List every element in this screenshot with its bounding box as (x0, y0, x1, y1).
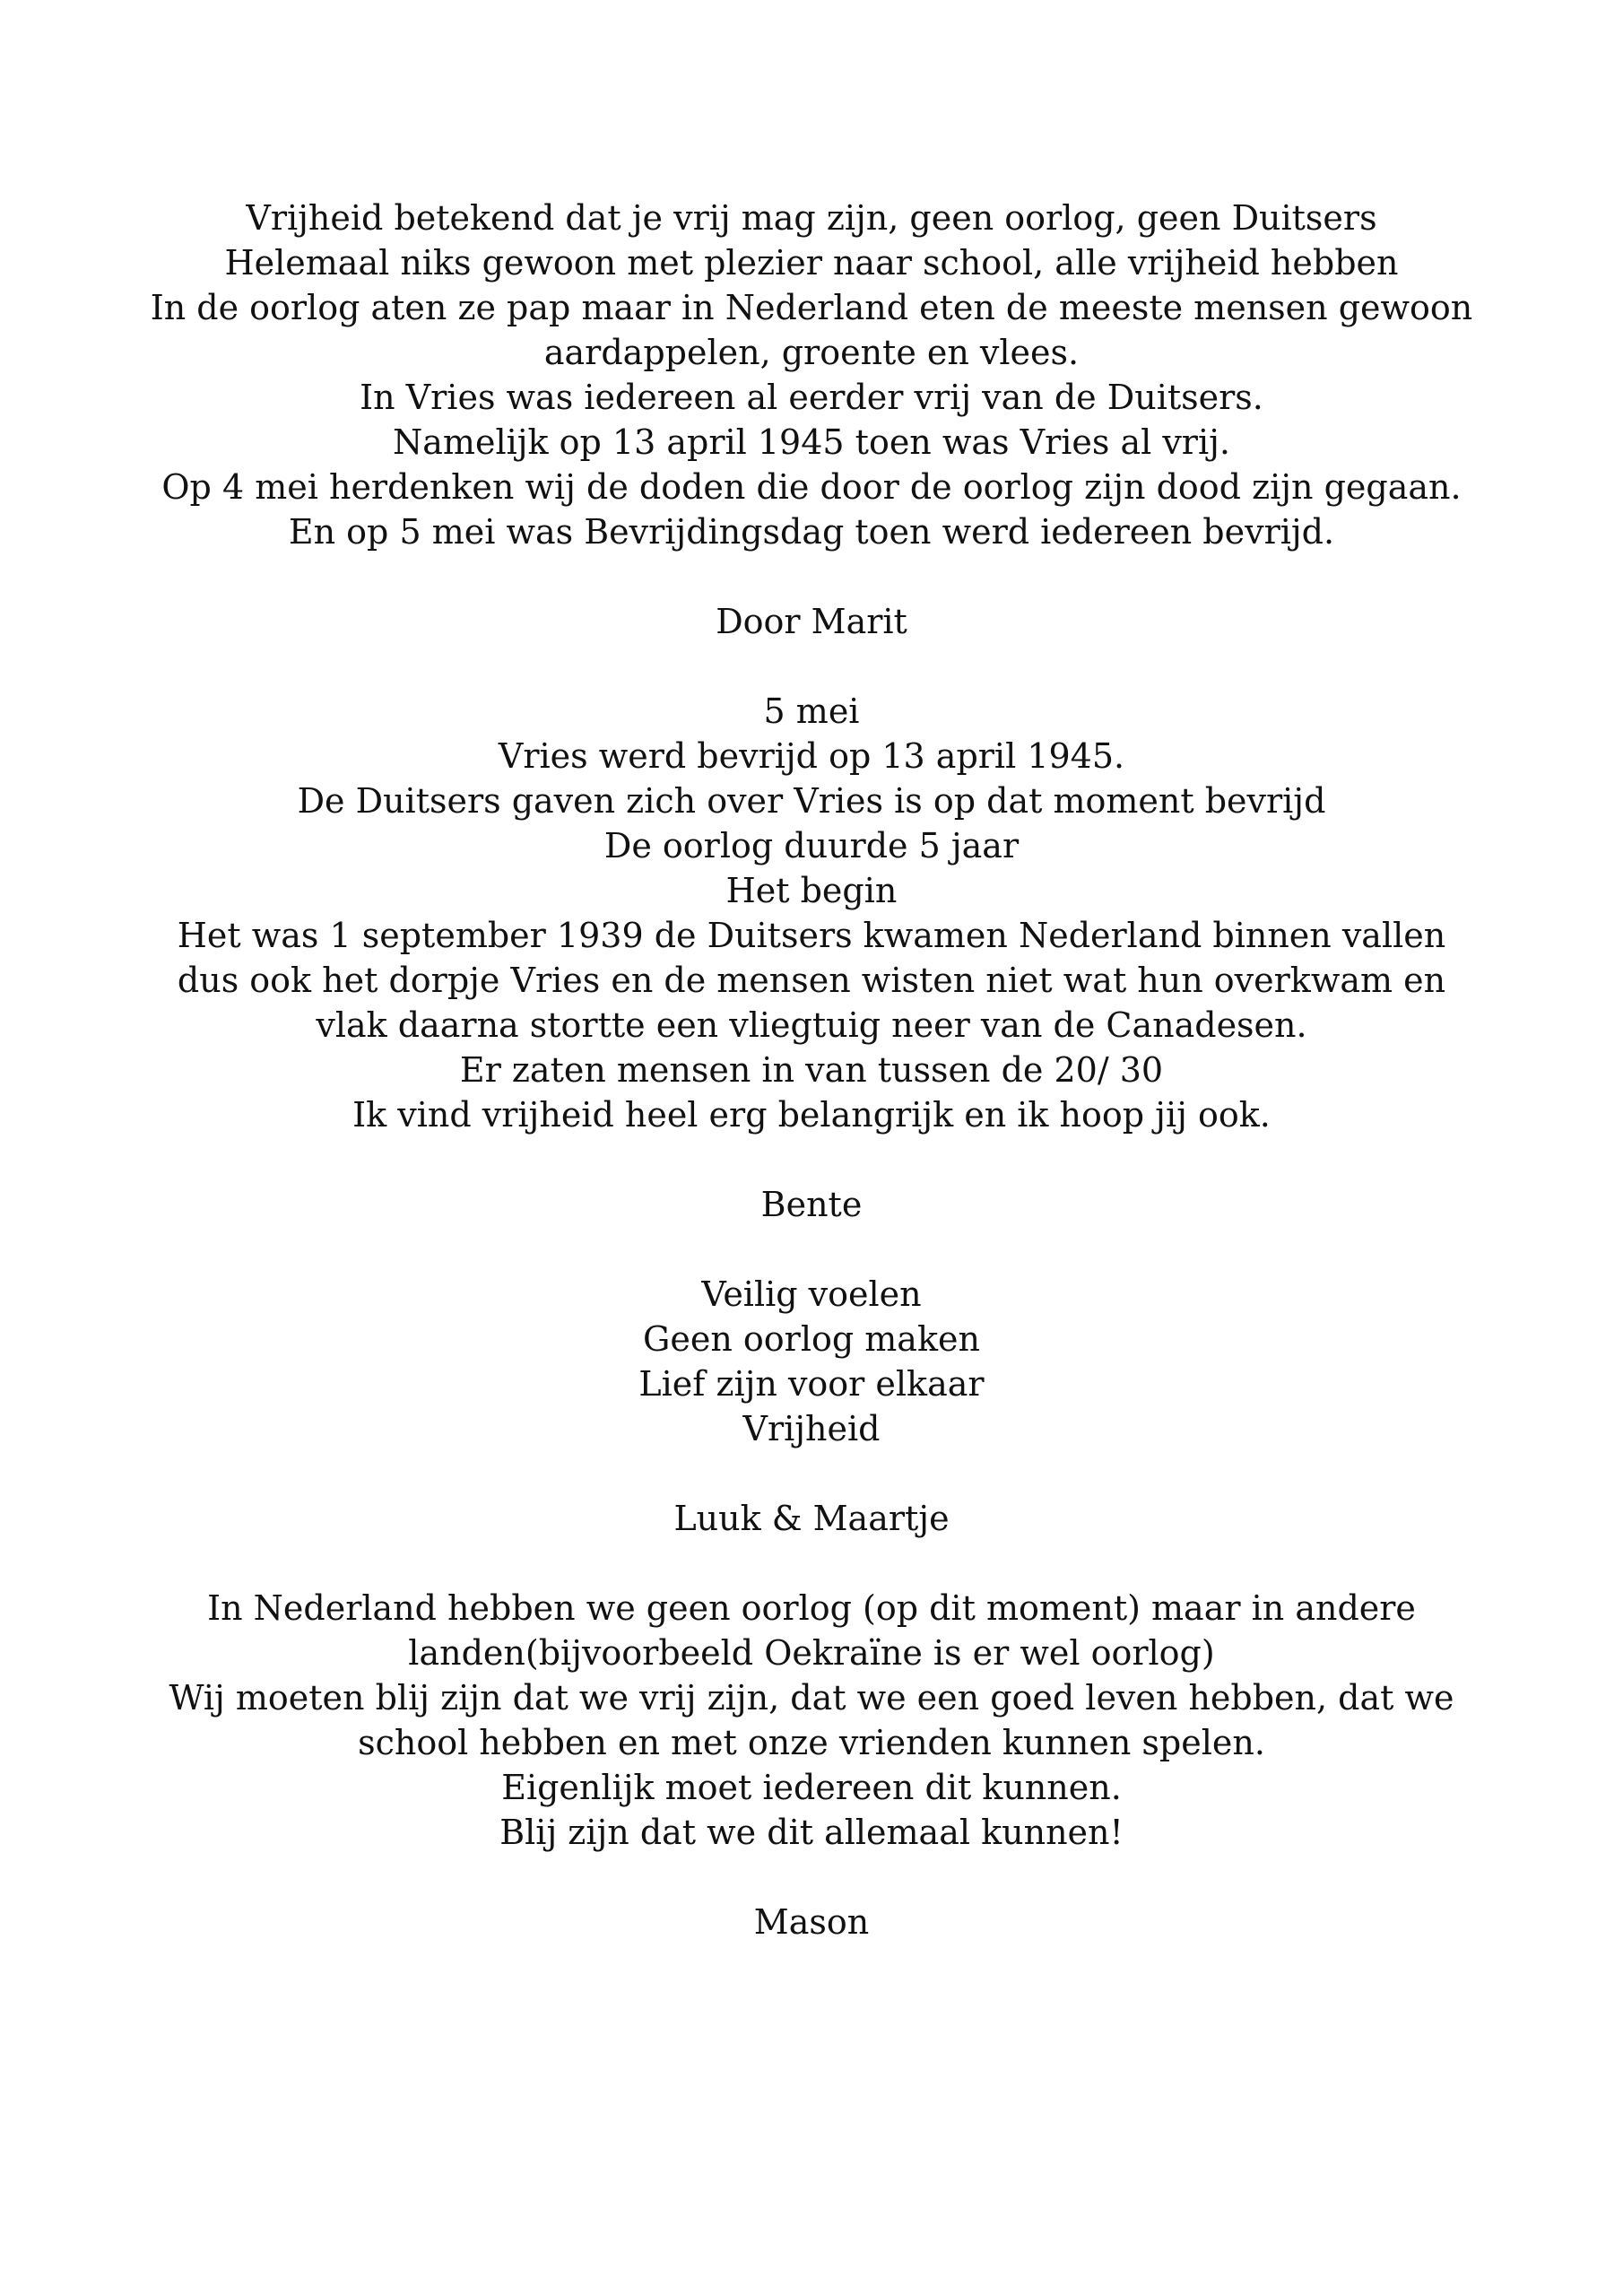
text-line: Geen oorlog maken (643, 1319, 980, 1359)
text-section-luuk-maartje (0, 1272, 1623, 1541)
document-body (0, 196, 1623, 1989)
text-section-bente (0, 689, 1623, 1227)
text-line: vlak daarna stortte een vliegtuig neer van de Canadesen. (316, 1005, 1307, 1045)
text-line: Vries werd bevrijd op 13 april 1945. (498, 736, 1125, 776)
text-line: dus ook het dorpje Vries en de mensen wisten niet wat hun overkwam en (177, 961, 1446, 1000)
author-name: Bente (760, 1185, 863, 1224)
text-line: Het was 1 september 1939 de Duitsers kwamen Nederland binnen vallen (177, 916, 1446, 955)
text-line: Blij zijn dat we dit allemaal kunnen! (499, 1813, 1124, 1852)
text-line: Ik vind vrijheid heel erg belangrijk en ik hoop jij ook. (352, 1095, 1271, 1135)
text-line: school hebben en met onze vrienden kunnen spelen. (358, 1723, 1265, 1762)
author-name: Luuk & Maartje (673, 1499, 950, 1538)
text-line: Namelijk op 13 april 1945 toen was Vries al vrij. (393, 422, 1230, 462)
text-section-mason (0, 1586, 1623, 1944)
text-section-marit (0, 196, 1623, 644)
text-line: Eigenlijk moet iedereen dit kunnen. (501, 1768, 1122, 1807)
text-line: Vrijheid (742, 1409, 881, 1448)
text-line: Het begin (725, 871, 898, 910)
text-line: Lief zijn voor elkaar (638, 1364, 985, 1404)
text-line: In Vries was iedereen al eerder vrij van de Duitsers. (360, 378, 1263, 417)
text-line: De oorlog duurde 5 jaar (603, 826, 1020, 865)
text-line: Vrijheid betekend dat je vrij mag zijn, geen oorlog, geen Duitsers (246, 198, 1377, 238)
author-name: Mason (753, 1902, 870, 1942)
text-line: In Nederland hebben we geen oorlog (op dit moment) maar in andere (207, 1588, 1416, 1628)
text-line: aardappelen, groente en vlees. (543, 333, 1080, 372)
text-line: En op 5 mei was Bevrijdingsdag toen werd iedereen bevrijd. (288, 512, 1335, 552)
author-name: Door Marit (716, 602, 907, 641)
text-line: De Duitsers gaven zich over Vries is op dat moment bevrijd (297, 781, 1326, 821)
text-line: Wij moeten blij zijn dat we vrij zijn, dat we een goed leven hebben, dat we (169, 1678, 1454, 1718)
text-line: In de oorlog aten ze pap maar in Nederland eten de meeste mensen gewoon (150, 288, 1473, 327)
text-line: Veilig voelen (701, 1274, 922, 1314)
text-line: landen(bijvoorbeeld Oekraïne is er wel oorlog) (408, 1633, 1215, 1673)
text-line: 5 mei (763, 691, 860, 731)
text-line: Helemaal niks gewoon met plezier naar school, alle vrijheid hebben (224, 243, 1399, 283)
text-line: Er zaten mensen in van tussen de 20/ 30 (459, 1050, 1164, 1090)
text-line: Op 4 mei herdenken wij de doden die door de oorlog zijn dood zijn gegaan. (161, 467, 1462, 507)
